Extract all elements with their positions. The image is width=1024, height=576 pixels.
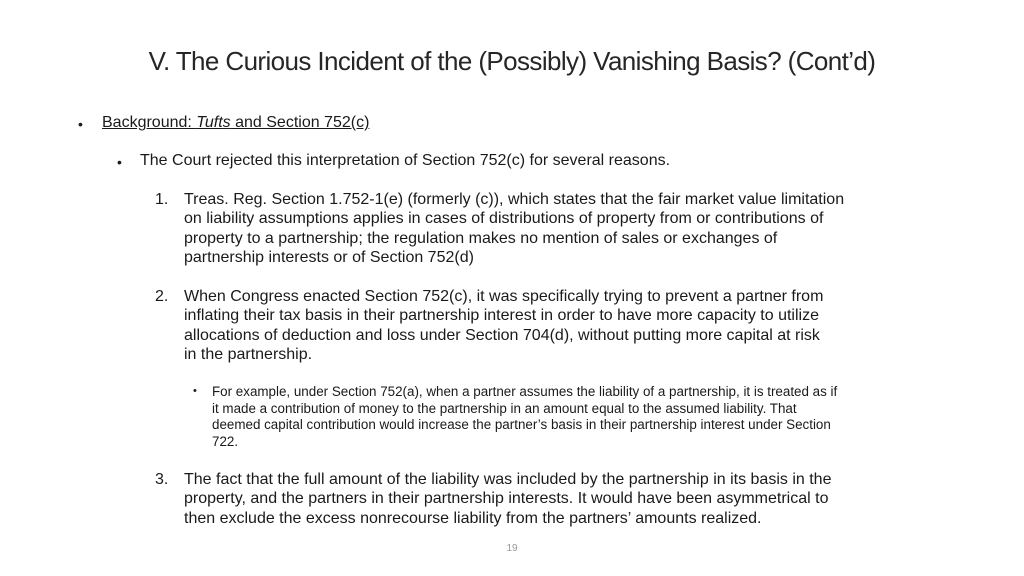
bullet-dot: • xyxy=(117,154,122,170)
background-prefix: Background: xyxy=(102,114,197,131)
reason-item xyxy=(155,470,955,528)
bullet-dot: • xyxy=(193,385,197,397)
slide-title: V. The Curious Incident of the (Possibly) Vanishing Basis? (Cont’d) xyxy=(148,46,876,76)
bullet-dot: • xyxy=(78,116,83,132)
tufts-italic: Tufts xyxy=(196,114,231,131)
background-heading xyxy=(102,113,369,133)
page-number: 19 xyxy=(506,543,518,554)
reason-text: When Congress enacted Section 752(c), it was specifically trying to prevent a partner from inflating their tax basis in their partnership interest in order to have more capacity to utilize allocations of deduction and loss under Section 704(d), without putting more capital at risk in the partnership. xyxy=(184,288,824,363)
court-point: The Court rejected this interpretation of Section 752(c) for several reasons. xyxy=(140,152,671,169)
reason-number: 1. xyxy=(155,191,169,208)
reason-number: 3. xyxy=(155,471,169,488)
reason-item xyxy=(155,287,955,364)
background-suffix: and Section 752(c) xyxy=(230,114,370,131)
reason-text: The fact that the full amount of the liability was included by the partnership in its basis in the property, and the partners in their partnership interests. It would have been asymmetrical to then exclude the excess nonrecourse liability from the partners’ amounts realized. xyxy=(184,471,832,527)
example-bullet: For example, under Section 752(a), when a partner assumes the liability of a partnership, it is treated as if it made a contribution of money to the partnership in an amount equal to the assumed liability. That deemed capital contribution would increase the partner’s basis in their partnership interest under Section 722. xyxy=(212,384,838,449)
reason-number: 2. xyxy=(155,288,169,305)
reason-text: Treas. Reg. Section 1.752-1(e) (formerly (c)), which states that the fair market value limitation on liability assumptions applies in cases of distributions of property from or contributions of property to a partnership; the regulation makes no mention of sales or exchanges of partnership interests or of Section 752(d) xyxy=(184,191,845,266)
reason-item xyxy=(155,190,955,267)
